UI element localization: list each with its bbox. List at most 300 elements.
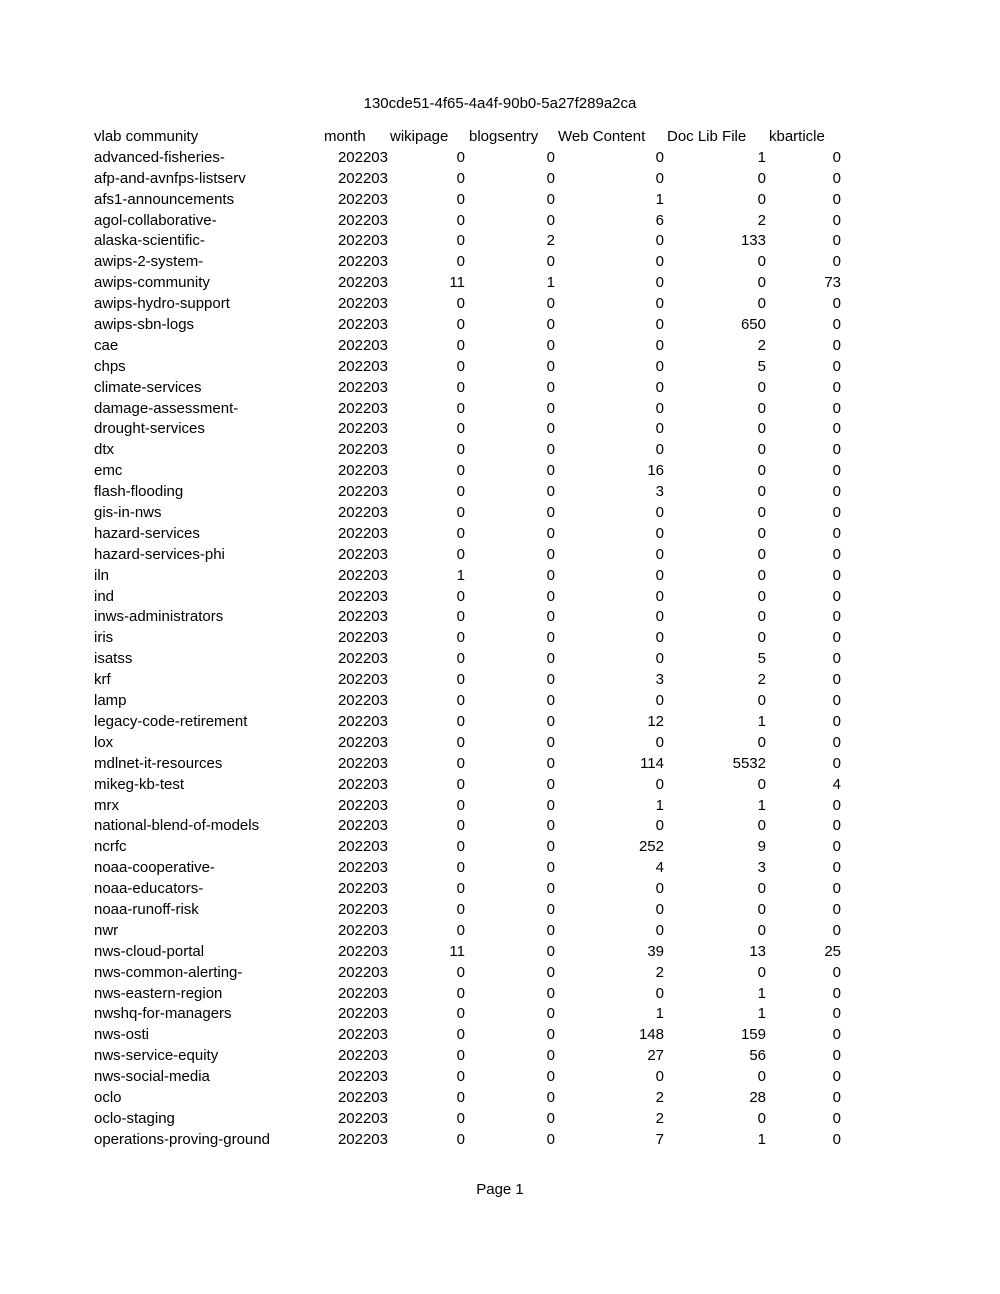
cell-web-content: 0 — [655, 984, 664, 1002]
cell-web-content: 16 — [647, 462, 664, 480]
cell-month: 202203 — [337, 754, 388, 772]
cell-web-content: 0 — [655, 169, 664, 187]
cell-kbarticle: 0 — [832, 629, 841, 647]
cell-wikipage: 0 — [456, 671, 465, 689]
cell-web-content: 148 — [638, 1026, 664, 1044]
cell-doc-lib-file: 2 — [757, 336, 766, 354]
cell-doc-lib-file: 2 — [757, 671, 766, 689]
cell-month: 202203 — [337, 504, 388, 522]
cell-blogsentry: 0 — [546, 190, 555, 208]
cell-blogsentry: 0 — [546, 1088, 555, 1106]
cell-doc-lib-file: 133 — [740, 232, 766, 250]
table-row — [94, 1067, 854, 1088]
cell-blogsentry: 0 — [546, 357, 555, 375]
cell-kbarticle: 0 — [832, 671, 841, 689]
cell-community: agol-collaborative- — [94, 211, 217, 229]
cell-community: noaa-educators- — [94, 880, 204, 898]
cell-blogsentry: 0 — [546, 316, 555, 334]
cell-web-content: 0 — [655, 545, 664, 563]
cell-web-content: 0 — [655, 692, 664, 710]
cell-doc-lib-file: 3 — [757, 859, 766, 877]
cell-month: 202203 — [337, 1068, 388, 1086]
table-row — [94, 399, 854, 420]
cell-blogsentry: 0 — [546, 671, 555, 689]
cell-kbarticle: 0 — [832, 148, 841, 166]
cell-doc-lib-file: 0 — [757, 378, 766, 396]
cell-doc-lib-file: 1 — [757, 1130, 766, 1148]
cell-kbarticle: 0 — [832, 692, 841, 710]
cell-doc-lib-file: 0 — [757, 420, 766, 438]
table-header-row — [94, 127, 854, 148]
table-row — [94, 900, 854, 921]
cell-doc-lib-file: 0 — [757, 1068, 766, 1086]
cell-kbarticle: 0 — [832, 378, 841, 396]
cell-blogsentry: 0 — [546, 608, 555, 626]
cell-month: 202203 — [337, 817, 388, 835]
cell-kbarticle: 0 — [832, 524, 841, 542]
cell-doc-lib-file: 0 — [757, 692, 766, 710]
cell-kbarticle: 0 — [832, 1109, 841, 1127]
table-row — [94, 378, 854, 399]
cell-web-content: 0 — [655, 629, 664, 647]
cell-community: iln — [94, 566, 110, 584]
cell-doc-lib-file: 0 — [757, 504, 766, 522]
cell-community: national-blend-of-models — [94, 817, 260, 835]
cell-community: hazard-services — [94, 524, 200, 542]
cell-month: 202203 — [337, 1047, 388, 1065]
cell-community: noaa-runoff-risk — [94, 900, 199, 918]
cell-community: awips-2-system- — [94, 253, 204, 271]
cell-community: legacy-code-retirement — [94, 712, 248, 730]
cell-month: 202203 — [337, 984, 388, 1002]
cell-community: damage-assessment- — [94, 399, 239, 417]
table-row — [94, 607, 854, 628]
cell-month: 202203 — [337, 1088, 388, 1106]
cell-month: 202203 — [337, 316, 388, 334]
cell-wikipage: 0 — [456, 545, 465, 563]
cell-wikipage: 0 — [456, 629, 465, 647]
cell-month: 202203 — [337, 712, 388, 730]
cell-kbarticle: 4 — [832, 775, 841, 793]
table-row — [94, 963, 854, 984]
table-row — [94, 587, 854, 608]
cell-kbarticle: 0 — [832, 316, 841, 334]
cell-community: advanced-fisheries- — [94, 148, 225, 166]
cell-kbarticle: 0 — [832, 650, 841, 668]
header-web-content: Web Content — [558, 128, 646, 145]
table-row — [94, 628, 854, 649]
cell-blogsentry: 0 — [546, 420, 555, 438]
cell-month: 202203 — [337, 608, 388, 626]
header-kbarticle: kbarticle — [769, 128, 825, 145]
cell-wikipage: 0 — [456, 650, 465, 668]
cell-community: cae — [94, 336, 119, 354]
cell-month: 202203 — [337, 963, 388, 981]
cell-wikipage: 0 — [456, 232, 465, 250]
cell-community: awips-community — [94, 274, 210, 292]
cell-community: nws-service-equity — [94, 1047, 219, 1065]
cell-wikipage: 0 — [456, 336, 465, 354]
cell-community: chps — [94, 357, 126, 375]
cell-wikipage: 0 — [456, 608, 465, 626]
cell-community: nws-cloud-portal — [94, 942, 205, 960]
cell-wikipage: 0 — [456, 775, 465, 793]
cell-wikipage: 0 — [456, 859, 465, 877]
cell-community: flash-flooding — [94, 483, 184, 501]
cell-month: 202203 — [337, 692, 388, 710]
table-row — [94, 733, 854, 754]
cell-blogsentry: 0 — [546, 566, 555, 584]
cell-blogsentry: 1 — [546, 274, 555, 292]
cell-web-content: 0 — [655, 378, 664, 396]
cell-blogsentry: 0 — [546, 650, 555, 668]
cell-wikipage: 0 — [456, 1005, 465, 1023]
cell-web-content: 0 — [655, 880, 664, 898]
cell-kbarticle: 0 — [832, 587, 841, 605]
cell-month: 202203 — [337, 859, 388, 877]
cell-kbarticle: 0 — [832, 357, 841, 375]
cell-web-content: 12 — [647, 712, 664, 730]
cell-community: nwr — [94, 921, 119, 939]
cell-community: mrx — [94, 796, 119, 814]
table-row — [94, 1130, 854, 1151]
cell-blogsentry: 0 — [546, 483, 555, 501]
data-table — [94, 127, 854, 1151]
cell-month: 202203 — [337, 483, 388, 501]
cell-wikipage: 0 — [456, 169, 465, 187]
cell-community: mdlnet-it-resources — [94, 754, 223, 772]
table-row — [94, 1046, 854, 1067]
cell-community: nws-osti — [94, 1026, 150, 1044]
cell-community: krf — [94, 671, 111, 689]
cell-kbarticle: 0 — [832, 963, 841, 981]
table-row — [94, 273, 854, 294]
cell-month: 202203 — [337, 796, 388, 814]
table-row — [94, 545, 854, 566]
cell-blogsentry: 0 — [546, 587, 555, 605]
cell-month: 202203 — [337, 441, 388, 459]
cell-doc-lib-file: 0 — [757, 253, 766, 271]
cell-wikipage: 0 — [456, 1130, 465, 1148]
cell-kbarticle: 25 — [824, 942, 841, 960]
cell-doc-lib-file: 0 — [757, 629, 766, 647]
cell-web-content: 27 — [647, 1047, 664, 1065]
cell-kbarticle: 0 — [832, 336, 841, 354]
cell-month: 202203 — [337, 253, 388, 271]
cell-community: iris — [94, 629, 114, 647]
cell-blogsentry: 0 — [546, 900, 555, 918]
cell-wikipage: 0 — [456, 295, 465, 313]
cell-web-content: 0 — [655, 441, 664, 459]
header-month: month — [324, 128, 366, 145]
cell-web-content: 2 — [655, 963, 664, 981]
cell-community: afs1-announcements — [94, 190, 235, 208]
cell-web-content: 3 — [655, 671, 664, 689]
cell-web-content: 0 — [655, 608, 664, 626]
cell-kbarticle: 0 — [832, 399, 841, 417]
cell-doc-lib-file: 0 — [757, 462, 766, 480]
cell-month: 202203 — [337, 190, 388, 208]
table-row — [94, 148, 854, 169]
cell-web-content: 4 — [655, 859, 664, 877]
header-wikipage: wikipage — [390, 128, 449, 145]
cell-blogsentry: 0 — [546, 441, 555, 459]
cell-web-content: 0 — [655, 336, 664, 354]
cell-wikipage: 0 — [456, 462, 465, 480]
table-row — [94, 1004, 854, 1025]
cell-community: nwshq-for-managers — [94, 1005, 232, 1023]
cell-community: inws-administrators — [94, 608, 224, 626]
table-row — [94, 712, 854, 733]
cell-doc-lib-file: 28 — [749, 1088, 766, 1106]
cell-blogsentry: 0 — [546, 733, 555, 751]
cell-month: 202203 — [337, 629, 388, 647]
cell-blogsentry: 0 — [546, 838, 555, 856]
table-row — [94, 816, 854, 837]
table-row — [94, 231, 854, 252]
cell-doc-lib-file: 56 — [749, 1047, 766, 1065]
cell-wikipage: 0 — [456, 148, 465, 166]
cell-community: climate-services — [94, 378, 202, 396]
cell-community: hazard-services-phi — [94, 545, 225, 563]
cell-month: 202203 — [337, 545, 388, 563]
cell-web-content: 0 — [655, 357, 664, 375]
cell-web-content: 252 — [638, 838, 664, 856]
cell-wikipage: 0 — [456, 483, 465, 501]
cell-kbarticle: 0 — [832, 712, 841, 730]
cell-month: 202203 — [337, 671, 388, 689]
cell-doc-lib-file: 650 — [740, 316, 766, 334]
cell-wikipage: 0 — [456, 984, 465, 1002]
cell-blogsentry: 0 — [546, 880, 555, 898]
cell-month: 202203 — [337, 1130, 388, 1148]
cell-kbarticle: 0 — [832, 838, 841, 856]
table-row — [94, 315, 854, 336]
table-row — [94, 294, 854, 315]
cell-community: drought-services — [94, 420, 205, 438]
cell-doc-lib-file: 0 — [757, 900, 766, 918]
cell-kbarticle: 0 — [832, 566, 841, 584]
cell-blogsentry: 0 — [546, 378, 555, 396]
cell-kbarticle: 0 — [832, 984, 841, 1002]
cell-doc-lib-file: 1 — [757, 796, 766, 814]
cell-wikipage: 0 — [456, 357, 465, 375]
cell-month: 202203 — [337, 295, 388, 313]
cell-doc-lib-file: 5 — [757, 357, 766, 375]
table-row — [94, 357, 854, 378]
cell-wikipage: 0 — [456, 692, 465, 710]
cell-web-content: 7 — [655, 1130, 664, 1148]
cell-wikipage: 0 — [456, 733, 465, 751]
cell-community: afp-and-avnfps-listserv — [94, 169, 246, 187]
table-row — [94, 461, 854, 482]
table-row — [94, 440, 854, 461]
cell-doc-lib-file: 1 — [757, 1005, 766, 1023]
cell-blogsentry: 0 — [546, 754, 555, 772]
cell-kbarticle: 0 — [832, 608, 841, 626]
cell-blogsentry: 0 — [546, 942, 555, 960]
table-row — [94, 524, 854, 545]
cell-blogsentry: 0 — [546, 984, 555, 1002]
cell-doc-lib-file: 0 — [757, 483, 766, 501]
table-row — [94, 503, 854, 524]
cell-wikipage: 11 — [449, 942, 465, 960]
cell-blogsentry: 0 — [546, 1047, 555, 1065]
table-row — [94, 858, 854, 879]
cell-wikipage: 0 — [456, 316, 465, 334]
cell-doc-lib-file: 0 — [757, 817, 766, 835]
cell-doc-lib-file: 0 — [757, 921, 766, 939]
cell-doc-lib-file: 0 — [757, 587, 766, 605]
cell-blogsentry: 0 — [546, 253, 555, 271]
cell-kbarticle: 0 — [832, 1047, 841, 1065]
cell-kbarticle: 0 — [832, 859, 841, 877]
cell-community: oclo-staging — [94, 1109, 175, 1127]
cell-blogsentry: 0 — [546, 1026, 555, 1044]
cell-web-content: 1 — [655, 796, 664, 814]
cell-community: nws-social-media — [94, 1068, 210, 1086]
table-row — [94, 252, 854, 273]
cell-blogsentry: 0 — [546, 921, 555, 939]
cell-wikipage: 0 — [456, 1026, 465, 1044]
cell-kbarticle: 0 — [832, 1026, 841, 1044]
cell-web-content: 0 — [655, 733, 664, 751]
cell-kbarticle: 0 — [832, 1130, 841, 1148]
cell-web-content: 0 — [655, 566, 664, 584]
cell-kbarticle: 0 — [832, 900, 841, 918]
cell-blogsentry: 0 — [546, 545, 555, 563]
cell-community: dtx — [94, 441, 115, 459]
cell-community: lamp — [94, 692, 127, 710]
cell-doc-lib-file: 0 — [757, 775, 766, 793]
cell-blogsentry: 2 — [546, 232, 555, 250]
header-doc-lib-file: Doc Lib File — [667, 128, 747, 145]
cell-month: 202203 — [337, 921, 388, 939]
cell-community: awips-sbn-logs — [94, 316, 195, 334]
table-row — [94, 482, 854, 503]
cell-month: 202203 — [337, 211, 388, 229]
cell-web-content: 39 — [647, 942, 664, 960]
cell-blogsentry: 0 — [546, 524, 555, 542]
cell-doc-lib-file: 1 — [757, 148, 766, 166]
cell-web-content: 0 — [655, 399, 664, 417]
cell-kbarticle: 0 — [832, 754, 841, 772]
cell-month: 202203 — [337, 420, 388, 438]
cell-doc-lib-file: 5 — [757, 650, 766, 668]
cell-doc-lib-file: 9 — [757, 838, 766, 856]
cell-month: 202203 — [337, 838, 388, 856]
cell-community: mikeg-kb-test — [94, 775, 185, 793]
cell-doc-lib-file: 0 — [757, 880, 766, 898]
cell-web-content: 1 — [655, 1005, 664, 1023]
cell-doc-lib-file: 0 — [757, 274, 766, 292]
cell-web-content: 0 — [655, 274, 664, 292]
cell-kbarticle: 0 — [832, 295, 841, 313]
cell-web-content: 0 — [655, 148, 664, 166]
cell-month: 202203 — [337, 900, 388, 918]
cell-web-content: 0 — [655, 650, 664, 668]
cell-blogsentry: 0 — [546, 692, 555, 710]
cell-community: operations-proving-ground — [94, 1130, 270, 1148]
cell-kbarticle: 0 — [832, 190, 841, 208]
cell-web-content: 1 — [655, 190, 664, 208]
cell-wikipage: 1 — [456, 566, 465, 584]
cell-month: 202203 — [337, 378, 388, 396]
cell-community: nws-common-alerting- — [94, 963, 243, 981]
cell-doc-lib-file: 0 — [757, 169, 766, 187]
table-row — [94, 670, 854, 691]
table-row — [94, 1109, 854, 1130]
cell-kbarticle: 0 — [832, 1088, 841, 1106]
cell-month: 202203 — [337, 1026, 388, 1044]
cell-wikipage: 0 — [456, 399, 465, 417]
cell-blogsentry: 0 — [546, 462, 555, 480]
cell-blogsentry: 0 — [546, 336, 555, 354]
cell-web-content: 0 — [655, 316, 664, 334]
cell-community: emc — [94, 462, 123, 480]
cell-doc-lib-file: 0 — [757, 441, 766, 459]
cell-month: 202203 — [337, 462, 388, 480]
cell-wikipage: 0 — [456, 587, 465, 605]
cell-doc-lib-file: 0 — [757, 295, 766, 313]
cell-doc-lib-file: 0 — [757, 733, 766, 751]
document-title: 130cde51-4f65-4a4f-90b0-5a27f289a2ca — [363, 95, 637, 112]
table-row — [94, 775, 854, 796]
cell-web-content: 3 — [655, 483, 664, 501]
table-row — [94, 837, 854, 858]
cell-doc-lib-file: 0 — [757, 608, 766, 626]
table-row — [94, 336, 854, 357]
cell-wikipage: 0 — [456, 838, 465, 856]
cell-doc-lib-file: 0 — [757, 399, 766, 417]
cell-kbarticle: 0 — [832, 733, 841, 751]
cell-wikipage: 0 — [456, 524, 465, 542]
table-row — [94, 419, 854, 440]
cell-kbarticle: 0 — [832, 211, 841, 229]
cell-web-content: 0 — [655, 420, 664, 438]
cell-kbarticle: 0 — [832, 504, 841, 522]
cell-kbarticle: 0 — [832, 420, 841, 438]
cell-blogsentry: 0 — [546, 712, 555, 730]
cell-kbarticle: 0 — [832, 169, 841, 187]
table-row — [94, 1088, 854, 1109]
cell-community: alaska-scientific- — [94, 232, 205, 250]
cell-web-content: 0 — [655, 817, 664, 835]
cell-blogsentry: 0 — [546, 1109, 555, 1127]
cell-web-content: 0 — [655, 524, 664, 542]
cell-web-content: 0 — [655, 900, 664, 918]
table-row — [94, 796, 854, 817]
cell-community: isatss — [94, 650, 133, 668]
cell-doc-lib-file: 1 — [757, 984, 766, 1002]
cell-kbarticle: 0 — [832, 545, 841, 563]
cell-month: 202203 — [337, 650, 388, 668]
cell-wikipage: 0 — [456, 1068, 465, 1086]
cell-web-content: 0 — [655, 1068, 664, 1086]
cell-month: 202203 — [337, 524, 388, 542]
cell-wikipage: 0 — [456, 441, 465, 459]
cell-month: 202203 — [337, 357, 388, 375]
cell-doc-lib-file: 1 — [757, 712, 766, 730]
cell-kbarticle: 0 — [832, 1068, 841, 1086]
cell-community: ind — [94, 587, 115, 605]
cell-web-content: 114 — [640, 754, 664, 772]
cell-blogsentry: 0 — [546, 629, 555, 647]
cell-wikipage: 0 — [456, 921, 465, 939]
cell-wikipage: 0 — [456, 420, 465, 438]
cell-month: 202203 — [337, 399, 388, 417]
cell-wikipage: 0 — [456, 1088, 465, 1106]
